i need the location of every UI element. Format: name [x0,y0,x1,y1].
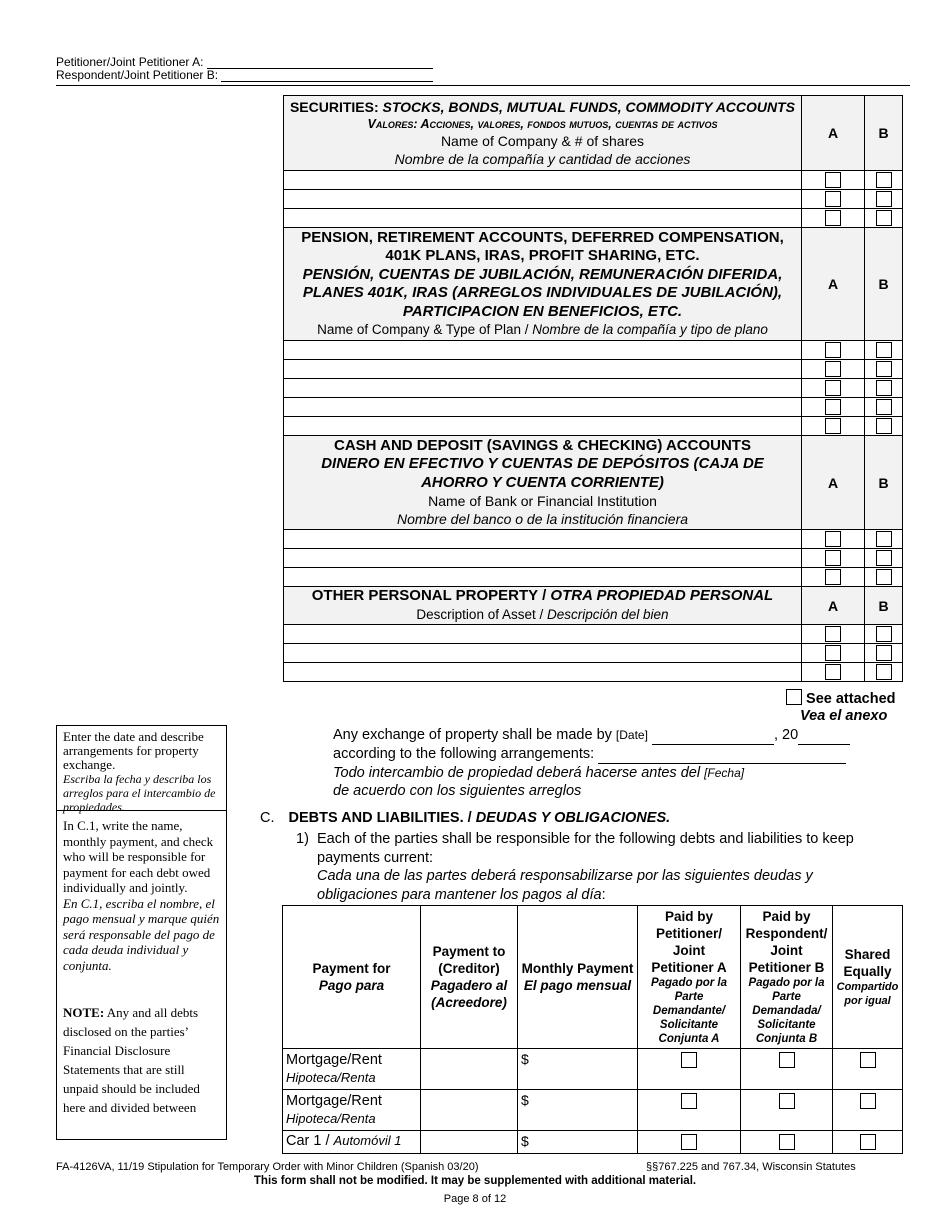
see-attached-checkbox[interactable] [786,689,802,705]
asset-entry[interactable] [284,417,802,436]
checkbox-a[interactable] [825,418,841,434]
monthly-payment-field[interactable] [518,1090,638,1131]
debt-name-en: Mortgage/Rent [286,1093,382,1109]
securities-header-row [284,96,903,171]
securities-title-italic: STOCKS, BONDS, MUTUAL FUNDS, COMMODITY ACCOUNTS [382,99,796,115]
exchange-text: Any exchange of property shall be made by [333,727,616,743]
checkbox-b[interactable] [876,531,892,547]
other-name-label-es: Descripción del bien [546,606,669,622]
checkbox-shared[interactable] [860,1052,876,1068]
assets-table [283,95,903,682]
checkbox-b[interactable] [876,361,892,377]
debts-table [282,905,903,1154]
table-row [284,190,903,209]
securities-header [284,96,802,171]
table-row [284,379,903,398]
debt-name-es: Automóvil 1 [333,1133,402,1148]
respondent-label: Respondent/Joint Petitioner B: [56,68,219,82]
checkbox-a[interactable] [825,191,841,207]
table-row [284,568,903,587]
header-monthly-payment [518,906,638,1049]
col-b-header: B [865,96,903,171]
cash-title: CASH AND DEPOSIT (SAVINGS & CHECKING) ACCOUNTS [334,436,751,454]
see-attached [786,689,896,707]
arrangements-text-es: de acuerdo con los siguientes arreglos [333,783,582,799]
checkbox-a[interactable] [825,569,841,585]
section-c-title: DEBTS AND LIABILITIES. / [288,810,476,826]
checkbox-a[interactable] [825,550,841,566]
respondent-field[interactable] [221,81,433,82]
note-label: NOTE: [63,1005,105,1020]
exchange-line-1 [333,726,850,745]
creditor-field[interactable] [421,1090,518,1131]
pension-header-row [284,228,903,341]
checkbox-paid-b[interactable] [779,1052,795,1068]
instruction-debts-es: En C.1, escriba el nombre, el pago mensual y marque quién será responsable del pago de cada deuda individual y conjunta. [63,895,220,973]
checkbox-paid-a[interactable] [681,1134,697,1150]
header-paid-by-b [741,906,833,1049]
header-payment-to-es: Pagadero al (Acreedore) [430,978,508,1010]
checkbox-b[interactable] [876,380,892,396]
checkbox-shared[interactable] [860,1093,876,1109]
pension-title-es: PENSIÓN, CUENTAS DE JUBILACIÓN, REMUNERACIÓN DIFERIDA, PLANES 401K, IRAS (ARREGLOS INDIVIDUALES DE JUBILACIÓN), PARTICIPACION EN BENEFICIOS, ETC. [302,265,783,320]
header-shared [833,906,903,1049]
col-b-header: B [865,228,903,341]
checkbox-a[interactable] [825,399,841,415]
creditor-field[interactable] [421,1131,518,1154]
checkbox-a[interactable] [825,380,841,396]
header-monthly-payment-en: Monthly Payment [521,961,634,976]
checkbox-a[interactable] [825,645,841,661]
table-row [284,663,903,682]
checkbox-b[interactable] [876,399,892,415]
exchange-line-3 [333,764,744,783]
petitioner-label: Petitioner/Joint Petitioner A: [56,55,204,69]
arrangements-text: according to the following arrangements: [333,746,599,762]
section-c-title-es: DEUDAS Y OBLIGACIONES. [475,810,671,826]
cash-header [284,436,802,530]
item-text-es-end: : [601,886,606,903]
instruction-box-exchange [56,725,227,814]
asset-entry[interactable] [284,625,802,644]
pension-title: PENSION, RETIREMENT ACCOUNTS, DEFERRED COMPENSATION, 401K PLANS, IRAS, PROFIT SHARING, ETC. [301,228,784,265]
header-payment-for-es: Pago para [318,978,385,993]
checkbox-b[interactable] [876,172,892,188]
monthly-payment-field[interactable] [518,1049,638,1090]
asset-entry[interactable] [284,663,802,682]
checkbox-b[interactable] [876,664,892,680]
checkbox-b[interactable] [876,342,892,358]
table-row [284,341,903,360]
note-text: Any and all debts disclosed on the parties’ Financial Disclosure Statements that are still unpaid should be included here and divided between [63,1005,200,1115]
exchange-line-2 [333,745,846,764]
table-row [284,171,903,190]
debt-name[interactable] [283,1131,421,1154]
checkbox-paid-b[interactable] [779,1134,795,1150]
header-paid-by-b-en: Paid by Respondent/ Joint Petitioner B [745,909,828,975]
vea-anexo-label: Vea el anexo [800,708,888,724]
checkbox-b[interactable] [876,191,892,207]
table-row [284,209,903,228]
col-a-header: A [802,228,865,341]
instruction-exchange-en: Enter the date and describe arrangements for property exchange. [63,729,204,772]
asset-entry[interactable] [284,341,802,360]
header-payment-for-en: Payment for [312,961,391,976]
debt-name-en: Mortgage/Rent [286,1052,382,1068]
col-b-header: B [865,436,903,530]
item-text-en: Each of the parties shall be responsible for the following debts and liabilities to keep payments current: [317,831,854,866]
col-a-header: A [802,587,865,625]
header-monthly-payment-es: El pago mensual [523,978,632,993]
header-divider [56,85,910,86]
cash-name-label-es: Nombre del banco o de la institución financiera [396,511,689,528]
checkbox-paid-b[interactable] [779,1093,795,1109]
pension-header [284,228,802,341]
monthly-payment-field[interactable] [518,1131,638,1154]
asset-entry[interactable] [284,379,802,398]
header-paid-by-a [638,906,741,1049]
exchange-text-es: Todo intercambio de propiedad deberá hacerse antes del [333,765,705,781]
cash-header-row [284,436,903,530]
creditor-field[interactable] [421,1049,518,1090]
instruction-box-debts [56,811,227,1140]
asset-entry[interactable] [284,171,802,190]
other-title: OTHER PERSONAL PROPERTY / [311,587,551,605]
checkbox-a[interactable] [825,172,841,188]
debts-header-row [283,906,903,1049]
pension-name-label: Name of Company & Type of Plan / [317,322,533,338]
year-prefix: , 20 [773,727,799,743]
asset-entry[interactable] [284,530,802,549]
checkbox-a[interactable] [825,361,841,377]
checkbox-b[interactable] [876,645,892,661]
debt-name-es: Hipoteca/Renta [286,1070,376,1085]
asset-entry[interactable] [284,190,802,209]
other-name-label: Description of Asset / [416,606,547,622]
dollar-sign: $ [521,1051,529,1067]
checkbox-a[interactable] [825,531,841,547]
see-attached-label: See attached [806,691,896,707]
checkbox-b[interactable] [876,569,892,585]
securities-title-es: Valores: Acciones, valores, fondos mutuos, cuentas de activos [367,117,718,131]
header-payment-to-en: Payment to (Creditor) [432,944,506,976]
header-payment-for [283,906,421,1049]
securities-name-label: Name of Company & # of shares [440,133,645,149]
cash-name-label: Name of Bank or Financial Institution [428,493,657,510]
checkbox-shared[interactable] [860,1134,876,1150]
footer-form-id: FA-4126VA, 11/19 Stipulation for Temporary Order with Minor Children (Spanish 03/20) [56,1161,479,1173]
col-b-header: B [865,587,903,625]
table-row [284,549,903,568]
page-number: Page 8 of 12 [443,1193,507,1205]
other-header-row [284,587,903,625]
pension-name-label-es: Nombre de la compañía y tipo de plano [532,322,768,338]
instruction-debts-en: In C.1, write the name, monthly payment, and check who will be responsible for payment for each debt owed individually and jointly. [63,818,214,895]
section-c-heading [260,810,670,826]
checkbox-a[interactable] [825,210,841,226]
date-label: [Date] [615,728,648,742]
checkbox-paid-a[interactable] [681,1052,697,1068]
instruction-note [63,1003,220,1117]
item-number: 1) [296,831,309,847]
dollar-sign: $ [521,1133,529,1149]
checkbox-a[interactable] [825,342,841,358]
header-shared-en: Shared Equally [843,947,892,979]
checkbox-paid-a[interactable] [681,1093,697,1109]
checkbox-a[interactable] [825,664,841,680]
securities-name-label-es: Nombre de la compañía y cantidad de acciones [394,151,691,167]
header-paid-by-a-es: Pagado por la Parte Demandante/ Solicitante Conjunta A [650,977,728,1045]
header-paid-by-b-es: Pagado por la Parte Demandada/ Solicitante Conjunta B [748,977,825,1045]
asset-entry[interactable] [284,644,802,663]
table-row [284,417,903,436]
header-paid-by-a-en: Paid by Petitioner/ Joint Petitioner A [651,909,727,975]
instruction-exchange-es: Escriba la fecha y describa los arreglos para el intercambio de propiedades. [63,772,216,814]
footer-statutes: §§767.225 and 767.34, Wisconsin Statutes [646,1161,856,1173]
checkbox-b[interactable] [876,210,892,226]
footer-notice: This form shall not be modified. It may be supplemented with additional material. [253,1175,697,1187]
dollar-sign: $ [521,1092,529,1108]
asset-entry[interactable] [284,209,802,228]
col-a-header: A [802,96,865,171]
debt-name[interactable] [283,1090,421,1131]
col-a-header: A [802,436,865,530]
respondent-line [56,69,433,82]
item-text [317,830,897,904]
asset-entry[interactable] [284,568,802,587]
table-row [284,398,903,417]
checkbox-b[interactable] [876,550,892,566]
checkbox-b[interactable] [876,418,892,434]
cash-title-es: DINERO EN EFECTIVO Y CUENTAS DE DEPÓSITOS (CAJA DE AHORRO Y CUENTA CORRIENTE) [321,455,764,491]
debt-name-en: Car 1 / [286,1133,334,1149]
section-c-letter: C. [260,810,275,826]
debt-name-es: Hipoteca/Renta [286,1111,376,1126]
debt-name[interactable] [283,1049,421,1090]
table-row [283,1131,903,1154]
checkbox-a[interactable] [825,626,841,642]
header-payment-to [421,906,518,1049]
other-header [284,587,802,625]
table-row [284,644,903,663]
fecha-label: [Fecha] [704,766,745,780]
header-shared-es: Compartido por igual [836,981,899,1007]
table-row [283,1049,903,1090]
checkbox-b[interactable] [876,626,892,642]
asset-entry[interactable] [284,360,802,379]
table-row [284,360,903,379]
table-row [283,1090,903,1131]
table-row [284,530,903,549]
other-title-es: OTRA PROPIEDAD PERSONAL [550,587,774,605]
asset-entry[interactable] [284,549,802,568]
asset-entry[interactable] [284,398,802,417]
item-text-es: Cada una de las partes deberá responsabilizarse por las siguientes deudas y obligaciones para mantener los pagos al día [317,868,813,903]
securities-title: SECURITIES: [289,99,383,115]
table-row [284,625,903,644]
